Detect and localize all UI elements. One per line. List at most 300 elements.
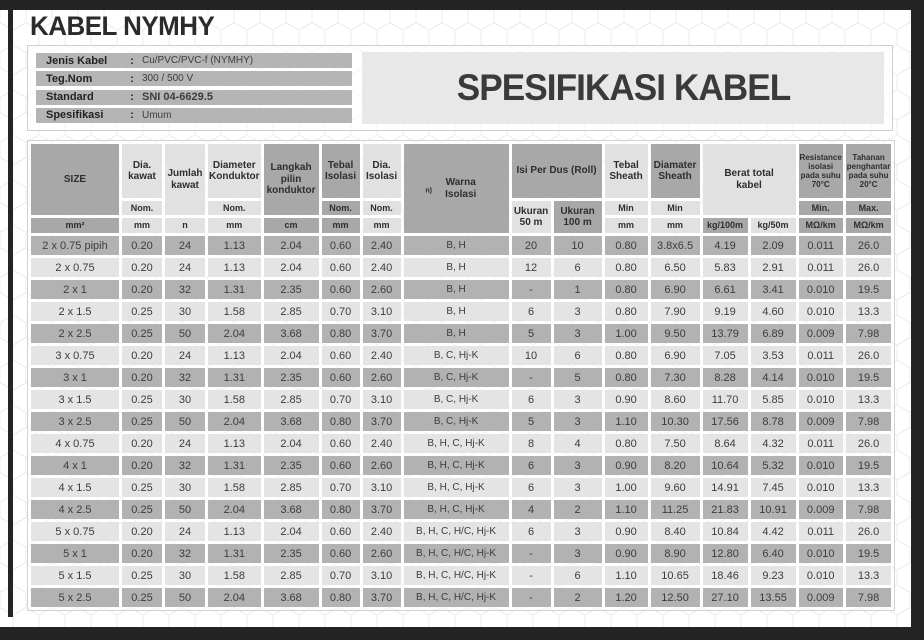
cell-resistance-isolasi: 0.010 [799,544,843,563]
diameter-konduktor-nom-cell: Nom. [208,201,261,215]
spec-table [28,141,894,610]
cell-berat-kg100m: 14.91 [703,478,748,497]
cell-warna-isolasi: B, C, Hj-K [404,412,509,431]
cell-langkah-pilin: 3.68 [264,500,319,519]
cell-warna-isolasi: B, H, C, H/C, Hj-K [404,522,509,541]
cell-berat-kg50m: 10.91 [751,500,796,519]
info-separator: : [130,109,134,122]
column-header-dia-kawat: Dia. kawat [122,144,162,198]
cell-berat-kg50m: 3.53 [751,346,796,365]
cell-tebal-isolasi: 0.60 [322,456,360,475]
cell-resistance-isolasi: 0.010 [799,280,843,299]
cell-isi-100m: 2 [554,588,602,607]
cell-tebal-isolasi: 0.70 [322,390,360,409]
cell-diamater-sheath: 7.30 [651,368,700,387]
spec-table-container [27,140,895,611]
cell-dia-isolasi: 2.60 [363,456,401,475]
cell-berat-kg100m: 8.64 [703,434,748,453]
table-row [31,390,891,409]
tebal-sheath-unit-cell: mm [605,218,648,233]
info-row-teg-nom [36,71,352,86]
cell-diamater-sheath: 6.50 [651,258,700,277]
cell-tahanan-penghantar: 13.3 [846,302,892,321]
cell-berat-kg50m: 4.60 [751,302,796,321]
cell-berat-kg100m: 11.70 [703,390,748,409]
cell-tebal-sheath: 0.90 [605,522,648,541]
cell-tebal-sheath: 1.10 [605,566,648,585]
cell-isi-100m: 1 [554,280,602,299]
cell-jumlah-kawat: 32 [165,280,205,299]
cell-resistance-isolasi: 0.011 [799,236,843,255]
cell-diameter-konduktor: 2.04 [208,412,261,431]
info-row-standard [36,90,352,105]
cell-berat-kg50m: 4.42 [751,522,796,541]
cell-tebal-isolasi: 0.70 [322,302,360,321]
info-row-spesifikasi [36,108,352,123]
cell-resistance-isolasi: 0.011 [799,346,843,365]
cell-resistance-isolasi: 0.010 [799,456,843,475]
cell-tebal-isolasi: 0.70 [322,478,360,497]
info-value: 300 / 500 V [142,73,194,85]
cell-tahanan-penghantar: 26.0 [846,236,892,255]
cell-langkah-pilin: 3.68 [264,588,319,607]
cell-berat-kg50m: 6.89 [751,324,796,343]
cell-tahanan-penghantar: 26.0 [846,434,892,453]
size-unit-cell: mm² [31,218,119,233]
cell-diamater-sheath: 3.8x6.5 [651,236,700,255]
cell-warna-isolasi: B, H [404,280,509,299]
cell-berat-kg100m: 27.10 [703,588,748,607]
cell-diamater-sheath: 10.30 [651,412,700,431]
cell-langkah-pilin: 2.85 [264,390,319,409]
cell-tebal-isolasi: 0.80 [322,500,360,519]
cell-diameter-konduktor: 2.04 [208,500,261,519]
cell-berat-kg100m: 7.05 [703,346,748,365]
cell-diamater-sheath: 8.90 [651,544,700,563]
table-row [31,456,891,475]
cell-dia-kawat: 0.25 [122,302,162,321]
cell-isi-50m: 5 [512,412,551,431]
cell-berat-kg50m: 2.09 [751,236,796,255]
column-header-tebal-isolasi: Tebal Isolasi [322,144,360,198]
info-value: SNI 04-6629.5 [142,91,213,104]
cell-dia-isolasi: 2.40 [363,434,401,453]
cell-dia-isolasi: 2.40 [363,346,401,365]
cell-tahanan-penghantar: 7.98 [846,412,892,431]
table-row [31,280,891,299]
cell-dia-kawat: 0.25 [122,588,162,607]
cell-resistance-isolasi: 0.010 [799,368,843,387]
page-title: KABEL NYMHY [30,11,215,41]
cell-jumlah-kawat: 30 [165,302,205,321]
cell-tahanan-penghantar: 13.3 [846,478,892,497]
info-label: Standard [46,91,94,104]
langkah-pilin-unit-cell: cm [264,218,319,233]
cell-isi-50m: 6 [512,456,551,475]
cell-dia-kawat: 0.20 [122,258,162,277]
cell-jumlah-kawat: 24 [165,258,205,277]
cell-diameter-konduktor: 1.13 [208,522,261,541]
cell-langkah-pilin: 2.85 [264,302,319,321]
cell-langkah-pilin: 2.04 [264,346,319,365]
table-row [31,236,891,255]
cell-tahanan-penghantar: 19.5 [846,280,892,299]
cell-tebal-isolasi: 0.60 [322,236,360,255]
cell-tebal-sheath: 0.80 [605,368,648,387]
cell-isi-50m: 4 [512,500,551,519]
cell-tahanan-penghantar: 19.5 [846,368,892,387]
info-label: Spesifikasi [46,109,104,122]
cell-tahanan-penghantar: 19.5 [846,544,892,563]
cell-size: 2 x 0.75 pipih [31,236,119,255]
cell-isi-50m: 20 [512,236,551,255]
column-header-dia-isolasi: Dia. Isolasi [363,144,401,198]
cell-warna-isolasi: B, H, C, H/C, Hj-K [404,566,509,585]
column-header-isi-per-dus: Isi Per Dus (Roll) [512,144,602,198]
info-rows [36,52,352,124]
cell-jumlah-kawat: 50 [165,500,205,519]
cell-size: 5 x 0.75 [31,522,119,541]
resistance-min-cell: Min. [799,201,843,215]
cell-jumlah-kawat: 30 [165,390,205,409]
cell-dia-isolasi: 3.70 [363,324,401,343]
cell-diamater-sheath: 12.50 [651,588,700,607]
cell-berat-kg50m: 9.23 [751,566,796,585]
cell-berat-kg50m: 5.85 [751,390,796,409]
cell-diameter-konduktor: 1.58 [208,478,261,497]
cell-diameter-konduktor: 1.13 [208,236,261,255]
cell-berat-kg100m: 10.84 [703,522,748,541]
cell-jumlah-kawat: 32 [165,368,205,387]
cell-size: 5 x 1.5 [31,566,119,585]
cell-langkah-pilin: 2.35 [264,544,319,563]
cell-tebal-sheath: 1.00 [605,324,648,343]
info-separator: : [130,91,134,104]
table-row [31,302,891,321]
cell-dia-isolasi: 3.10 [363,302,401,321]
info-value: Umum [142,109,172,121]
cell-berat-kg100m: 5.83 [703,258,748,277]
cell-isi-50m: 5 [512,324,551,343]
info-panel [27,45,893,131]
cell-dia-isolasi: 2.60 [363,280,401,299]
cell-warna-isolasi: B, H, C, Hj-K [404,500,509,519]
cell-warna-isolasi: B, H [404,236,509,255]
info-separator: : [130,54,134,67]
cell-size: 3 x 1 [31,368,119,387]
cell-berat-kg100m: 21.83 [703,500,748,519]
cell-berat-kg50m: 7.45 [751,478,796,497]
cell-berat-kg50m: 13.55 [751,588,796,607]
table-row [31,588,891,607]
cell-size: 4 x 0.75 [31,434,119,453]
cell-isi-50m: - [512,368,551,387]
info-separator: : [130,72,134,85]
cell-jumlah-kawat: 30 [165,478,205,497]
table-row [31,500,891,519]
cell-langkah-pilin: 2.04 [264,434,319,453]
cell-isi-100m: 4 [554,434,602,453]
cell-diamater-sheath: 8.40 [651,522,700,541]
cell-langkah-pilin: 2.04 [264,236,319,255]
cell-diameter-konduktor: 1.31 [208,456,261,475]
cell-isi-50m: - [512,544,551,563]
table-row [31,434,891,453]
cell-berat-kg50m: 3.41 [751,280,796,299]
cell-tebal-sheath: 0.80 [605,346,648,365]
dia-kawat-nom-cell: Nom. [122,201,162,215]
berat-total-label: Berat total kabel [724,168,774,191]
cell-diamater-sheath: 8.60 [651,390,700,409]
column-header-diameter-konduktor: Diameter Konduktor [208,144,261,198]
cell-berat-kg100m: 9.19 [703,302,748,321]
cell-isi-50m: 6 [512,522,551,541]
cell-tahanan-penghantar: 7.98 [846,588,892,607]
cell-size: 5 x 1 [31,544,119,563]
column-header-resistance-isolasi: Resistance isolasi pada suhu 70°C [799,144,843,198]
cell-berat-kg100m: 12.80 [703,544,748,563]
dia-isolasi-nom-cell: Nom. [363,201,401,215]
cell-isi-100m: 3 [554,412,602,431]
cell-tebal-isolasi: 0.80 [322,588,360,607]
jumlah-kawat-unit-cell: n [165,218,205,233]
frame-left-bar [8,10,13,617]
cell-tebal-isolasi: 0.80 [322,324,360,343]
cell-dia-isolasi: 3.10 [363,390,401,409]
cell-isi-100m: 3 [554,522,602,541]
table-row [31,522,891,541]
cell-resistance-isolasi: 0.009 [799,500,843,519]
cell-diamater-sheath: 9.60 [651,478,700,497]
table-row [31,544,891,563]
cell-langkah-pilin: 2.04 [264,522,319,541]
cell-size: 4 x 2.5 [31,500,119,519]
table-row [31,566,891,585]
diamater-sheath-unit-cell: mm [651,218,700,233]
frame-right-bar [911,0,924,640]
cell-diamater-sheath: 6.90 [651,346,700,365]
cell-jumlah-kawat: 50 [165,412,205,431]
cell-size: 5 x 2.5 [31,588,119,607]
info-label: Teg.Nom [46,72,93,85]
table-row [31,368,891,387]
cell-dia-isolasi: 3.10 [363,478,401,497]
cell-berat-kg50m: 2.91 [751,258,796,277]
cell-isi-50m: 12 [512,258,551,277]
tebal-sheath-min-cell: Min [605,201,648,215]
cell-diameter-konduktor: 1.13 [208,434,261,453]
cell-size: 2 x 1 [31,280,119,299]
cell-diamater-sheath: 8.20 [651,456,700,475]
column-header-warna-isolasi [404,144,509,233]
cell-jumlah-kawat: 24 [165,346,205,365]
cell-dia-kawat: 0.25 [122,324,162,343]
cell-tahanan-penghantar: 26.0 [846,522,892,541]
column-header-tahanan-penghantar: Tahanan penghantar pada suhu 20°C [846,144,892,198]
cell-tebal-sheath: 1.20 [605,588,648,607]
cell-resistance-isolasi: 0.010 [799,302,843,321]
cell-size: 2 x 0.75 [31,258,119,277]
cell-langkah-pilin: 3.68 [264,324,319,343]
berat-kg100m-unit-cell: kg/100m [703,218,748,233]
cell-dia-kawat: 0.20 [122,434,162,453]
info-value: Cu/PVC/PVC-f (NYMHY) [142,55,254,66]
cell-jumlah-kawat: 24 [165,434,205,453]
table-row [31,346,891,365]
cell-tahanan-penghantar: 13.3 [846,566,892,585]
cell-berat-kg100m: 4.19 [703,236,748,255]
column-header-langkah-pilin: Langkah pilin konduktor [264,144,319,215]
cell-dia-kawat: 0.20 [122,544,162,563]
cell-diameter-konduktor: 1.13 [208,258,261,277]
cell-tebal-isolasi: 0.80 [322,412,360,431]
tebal-isolasi-nom-cell: Nom. [322,201,360,215]
cell-isi-50m: 8 [512,434,551,453]
cell-size: 3 x 2.5 [31,412,119,431]
resistance-unit-cell: MΩ/km [799,218,843,233]
table-row [31,324,891,343]
cell-langkah-pilin: 2.35 [264,368,319,387]
cell-tebal-sheath: 0.80 [605,258,648,277]
cell-warna-isolasi: B, H [404,324,509,343]
cell-berat-kg50m: 4.32 [751,434,796,453]
diameter-konduktor-unit-cell: mm [208,218,261,233]
cell-resistance-isolasi: 0.010 [799,566,843,585]
cell-langkah-pilin: 2.35 [264,456,319,475]
cell-tebal-isolasi: 0.60 [322,544,360,563]
cell-diameter-konduktor: 1.31 [208,368,261,387]
cell-dia-isolasi: 2.40 [363,522,401,541]
cell-warna-isolasi: B, H, C, Hj-K [404,478,509,497]
cell-isi-100m: 3 [554,544,602,563]
cell-diameter-konduktor: 1.58 [208,302,261,321]
cell-dia-kawat: 0.25 [122,390,162,409]
cell-diamater-sheath: 6.90 [651,280,700,299]
cell-size: 4 x 1 [31,456,119,475]
cell-tahanan-penghantar: 13.3 [846,390,892,409]
cell-tebal-sheath: 0.80 [605,280,648,299]
tebal-isolasi-unit-cell: mm [322,218,360,233]
berat-kg50m-unit-cell: kg/50m [751,218,796,233]
cell-isi-100m: 2 [554,500,602,519]
column-header-diamater-sheath: Diamater Sheath [651,144,700,198]
cell-tebal-sheath: 0.80 [605,302,648,321]
cell-dia-isolasi: 3.70 [363,588,401,607]
cell-jumlah-kawat: 24 [165,236,205,255]
cell-warna-isolasi: B, C, Hj-K [404,346,509,365]
cell-isi-100m: 3 [554,478,602,497]
cell-tebal-isolasi: 0.60 [322,434,360,453]
cell-warna-isolasi: B, H [404,258,509,277]
table-body [31,236,891,607]
warna-footnote-marker: n) [425,187,432,195]
cell-diameter-konduktor: 1.31 [208,280,261,299]
cell-berat-kg100m: 8.28 [703,368,748,387]
cell-dia-kawat: 0.25 [122,500,162,519]
info-label: Jenis Kabel [46,54,108,67]
cell-resistance-isolasi: 0.009 [799,324,843,343]
cell-tahanan-penghantar: 26.0 [846,346,892,365]
cell-dia-kawat: 0.25 [122,478,162,497]
cell-tebal-sheath: 1.10 [605,412,648,431]
cell-tebal-sheath: 1.10 [605,500,648,519]
cell-dia-kawat: 0.20 [122,236,162,255]
cell-jumlah-kawat: 50 [165,324,205,343]
table-row [31,258,891,277]
cell-warna-isolasi: B, C, Hj-K [404,368,509,387]
cell-tebal-sheath: 0.90 [605,544,648,563]
cell-size: 2 x 1.5 [31,302,119,321]
cell-isi-50m: - [512,566,551,585]
cell-isi-100m: 5 [554,368,602,387]
cell-berat-kg50m: 6.40 [751,544,796,563]
cell-dia-kawat: 0.25 [122,412,162,431]
cell-isi-100m: 6 [554,258,602,277]
cell-resistance-isolasi: 0.009 [799,412,843,431]
cell-size: 3 x 0.75 [31,346,119,365]
cell-dia-isolasi: 2.60 [363,544,401,563]
cell-isi-100m: 6 [554,566,602,585]
cell-jumlah-kawat: 50 [165,588,205,607]
cell-resistance-isolasi: 0.010 [799,478,843,497]
table-row [31,412,891,431]
cell-warna-isolasi: B, H [404,302,509,321]
cell-langkah-pilin: 2.04 [264,258,319,277]
cell-jumlah-kawat: 32 [165,544,205,563]
cell-diamater-sheath: 9.50 [651,324,700,343]
cell-dia-kawat: 0.20 [122,456,162,475]
cell-diameter-konduktor: 1.58 [208,390,261,409]
tahanan-max-cell: Max. [846,201,892,215]
cell-dia-kawat: 0.20 [122,522,162,541]
cell-isi-50m: - [512,588,551,607]
column-header-jumlah-kawat: Jumlah kawat [165,144,205,215]
cell-size: 4 x 1.5 [31,478,119,497]
cell-tebal-isolasi: 0.60 [322,258,360,277]
cell-isi-50m: 6 [512,390,551,409]
cell-tahanan-penghantar: 26.0 [846,258,892,277]
isi-per-dus-100m-cell: Ukuran 100 m [554,201,602,233]
cell-diameter-konduktor: 1.58 [208,566,261,585]
cell-tebal-isolasi: 0.60 [322,522,360,541]
dia-isolasi-unit-cell: mm [363,218,401,233]
tahanan-unit-cell: MΩ/km [846,218,892,233]
cell-diameter-konduktor: 1.13 [208,346,261,365]
cell-dia-isolasi: 3.70 [363,412,401,431]
cell-tebal-isolasi: 0.60 [322,346,360,365]
frame-bottom-bar [0,627,924,640]
cell-diamater-sheath: 7.50 [651,434,700,453]
cell-jumlah-kawat: 30 [165,566,205,585]
cell-jumlah-kawat: 32 [165,456,205,475]
cell-dia-kawat: 0.20 [122,346,162,365]
cell-dia-isolasi: 3.10 [363,566,401,585]
table-header [31,144,891,233]
cell-berat-kg50m: 4.14 [751,368,796,387]
cell-warna-isolasi: B, H, C, Hj-K [404,456,509,475]
cell-resistance-isolasi: 0.011 [799,522,843,541]
cell-size: 3 x 1.5 [31,390,119,409]
cell-dia-kawat: 0.25 [122,566,162,585]
cell-berat-kg100m: 10.64 [703,456,748,475]
cell-resistance-isolasi: 0.011 [799,258,843,277]
cell-warna-isolasi: B, H, C, Hj-K [404,434,509,453]
cell-tahanan-penghantar: 19.5 [846,456,892,475]
cell-tahanan-penghantar: 7.98 [846,500,892,519]
cell-warna-isolasi: B, H, C, H/C, Hj-K [404,544,509,563]
cell-warna-isolasi: B, H, C, H/C, Hj-K [404,588,509,607]
cell-diameter-konduktor: 2.04 [208,588,261,607]
